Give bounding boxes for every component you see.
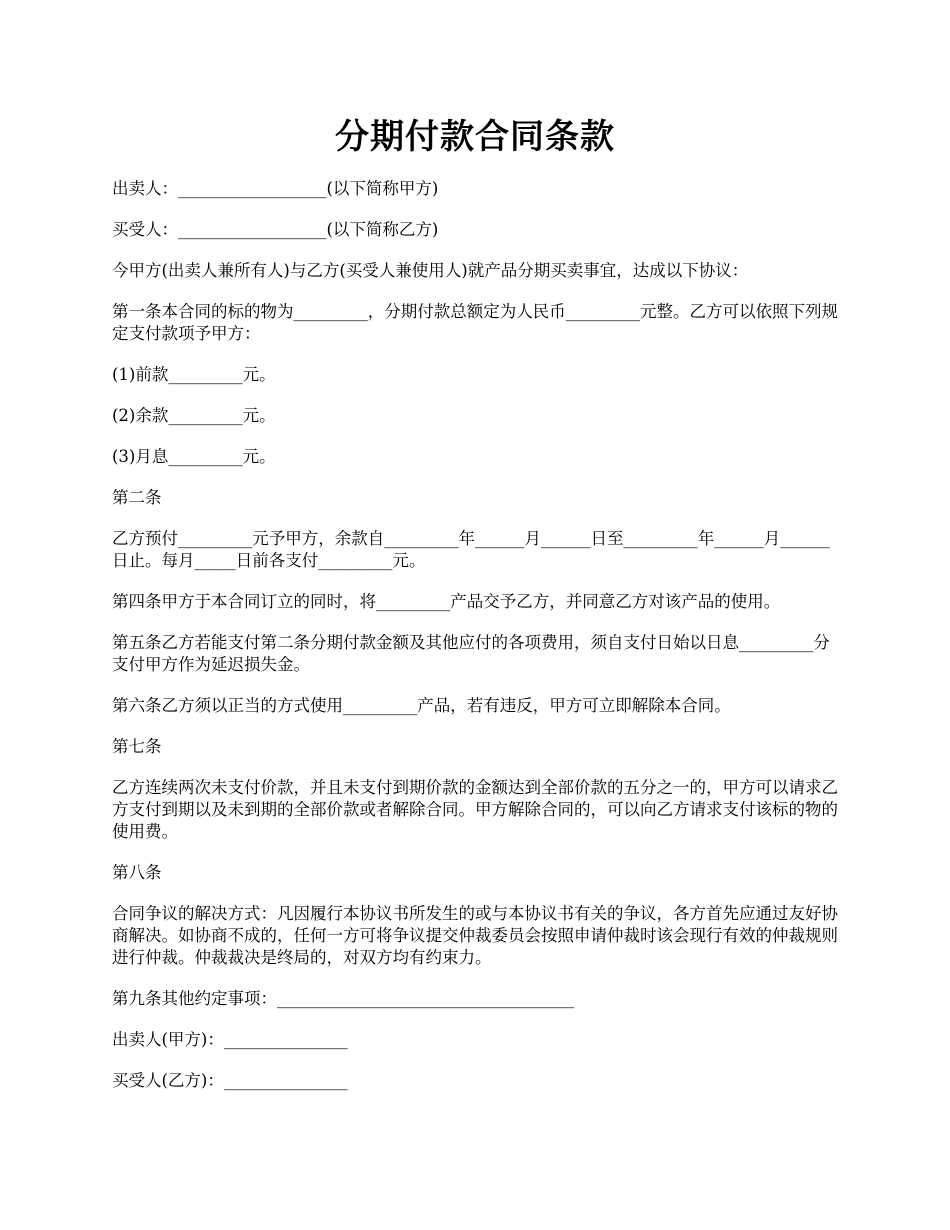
article-8-body: 合同争议的解决方式：凡因履行本协议书所发生的或与本协议书有关的争议，各方首先应通过友好协商解决。如协商不成的，任何一方可将争议提交仲裁委员会按照申请仲裁时该会现行有效的仲裁规则进行仲裁。仲裁裁决是终局的，对双方均有约束力。 — [112, 904, 838, 967]
article-2-heading: 第二条 — [112, 488, 162, 507]
article-7-body: 乙方连续两次未支付价款，并且未支付到期价款的金额达到全部价款的五分之一的，甲方可以请求乙方支付到期以及未到期的全部价款或者解除合同。甲方解除合同的，可以向乙方请求支付该标的物的使用费。 — [112, 778, 838, 841]
buyer-line: 买受人：__________________(以下简称乙方) — [112, 220, 439, 239]
article-9: 第九条其他约定事项：____________________________________ — [112, 989, 574, 1008]
document-title: 分期付款合同条款 — [335, 117, 615, 157]
article-6: 第六条乙方须以正当的方式使用_________产品，若有违反，甲方可立即解除本合同。 — [112, 696, 731, 715]
agreement-intro: 今甲方(出卖人兼所有人)与乙方(买受人兼使用人)就产品分期买卖事宜，达成以下协议： — [112, 261, 749, 280]
buyer-signature-line: 买受人(乙方)：_______________ — [112, 1071, 348, 1090]
payment-item-1: (1)前款_________元。 — [112, 365, 276, 384]
payment-item-3: (3)月息_________元。 — [112, 447, 276, 466]
article-4: 第四条甲方于本合同订立的同时，将_________产品交予乙方，并同意乙方对该产品的使用。 — [112, 592, 781, 611]
article-8-heading: 第八条 — [112, 863, 162, 882]
document-body — [112, 178, 840, 1111]
seller-signature-line: 出卖人(甲方)：_______________ — [112, 1030, 348, 1049]
seller-line: 出卖人：__________________(以下简称甲方) — [112, 179, 439, 198]
payment-item-2: (2)余款_________元。 — [112, 406, 276, 425]
article-2-body: 乙方预付_________元予甲方，余款自_________年______月______日至_________年______月______日止。每月_____日前各支付_________元。 — [112, 529, 830, 570]
article-5: 第五条乙方若能支付第二条分期付款金额及其他应付的各项费用，须自支付日始以日息_________分支付甲方作为延迟损失金。 — [112, 633, 830, 674]
article-1: 第一条本合同的标的物为_________，分期付款总额定为人民币_________元整。乙方可以依照下列规定支付款项予甲方： — [112, 302, 838, 343]
article-7-heading: 第七条 — [112, 737, 162, 756]
